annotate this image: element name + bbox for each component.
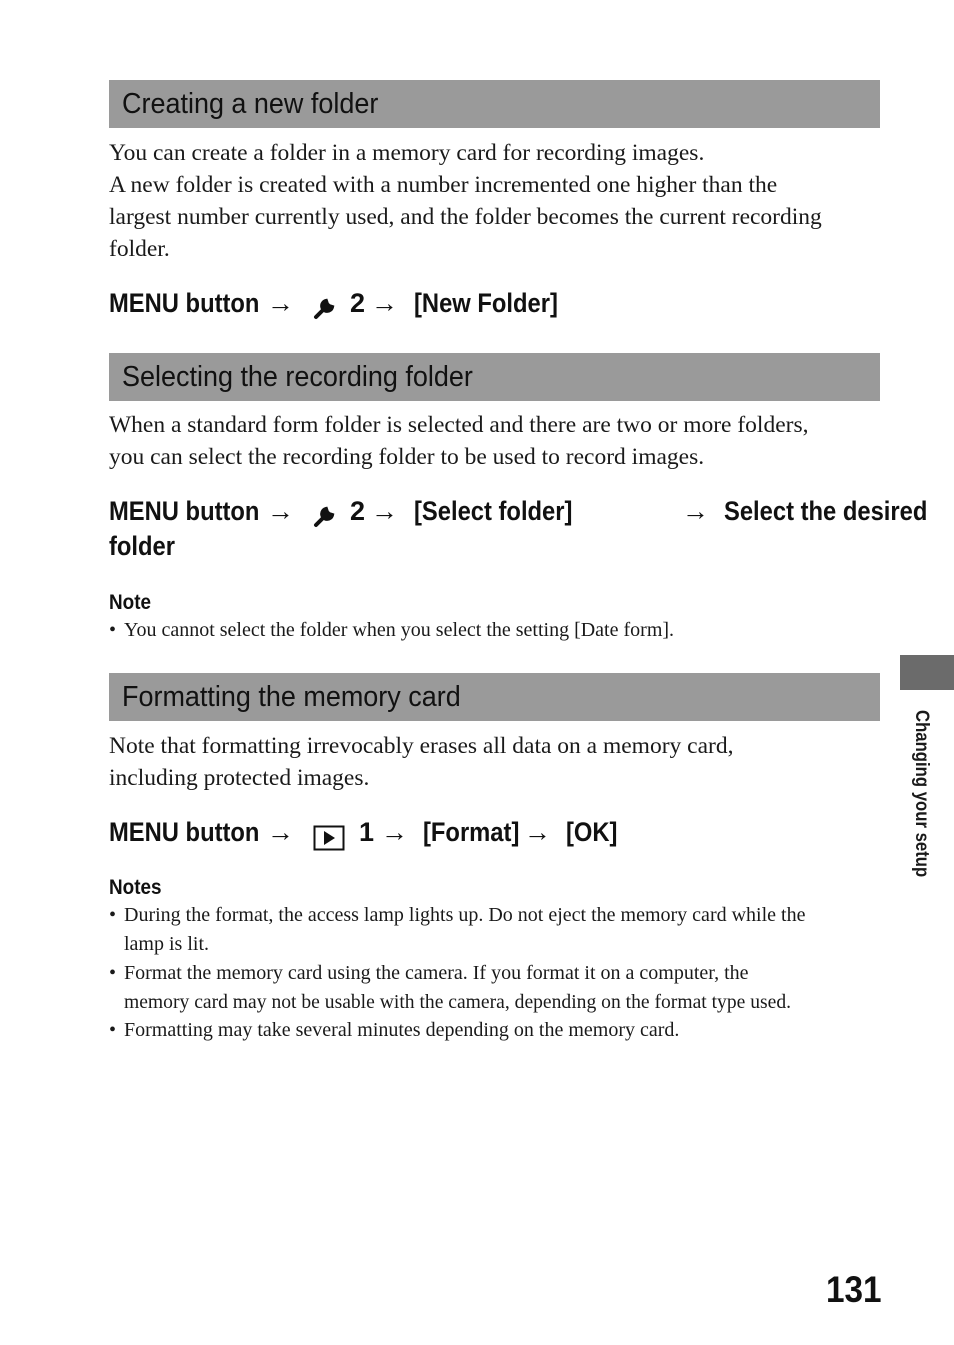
wrench-icon <box>312 289 338 324</box>
arrow-icon: → <box>682 496 709 526</box>
menu-action-label: Select the desired <box>724 496 928 526</box>
note-item: • Formatting may take several minutes depending on the memory card. <box>109 1019 680 1041</box>
chapter-tab-marker <box>900 655 954 690</box>
menu-item-label: [Format] <box>423 817 520 847</box>
menu-tab-number: 1 <box>359 817 375 847</box>
arrow-icon: → <box>267 817 294 847</box>
note-item: • During the format, the access lamp lights up. Do not eject the memory card while the lamp is lit. <box>109 904 806 955</box>
note-item: • You cannot select the folder when you select the setting [Date form]. <box>109 619 675 641</box>
section-body-new-folder: You can create a folder in a memory card for recording images. A new folder is created with a number incremented one higher than the largest number currently used, and the folder becomes the current recording folder. <box>109 140 822 262</box>
arrow-icon: → <box>267 288 294 318</box>
page-number: 131 <box>826 1269 882 1310</box>
arrow-icon: → <box>371 288 398 318</box>
menu-path-select-folder <box>109 494 928 564</box>
section-heading-new-folder: Creating a new folder <box>109 80 880 128</box>
section-heading-select-folder: Selecting the recording folder <box>109 353 880 401</box>
notes-heading: Notes <box>109 876 162 899</box>
menu-item-label: [Select folder] <box>414 496 573 526</box>
menu-tab-number: 2 <box>350 288 366 318</box>
section-heading-format: Formatting the memory card <box>109 673 880 721</box>
arrow-icon: → <box>524 817 551 847</box>
menu-path-label: MENU button <box>109 817 260 847</box>
menu-path-label: MENU button <box>109 288 260 318</box>
section-body-select-folder: When a standard form folder is selected and there are two or more folders, you can select the recording folder to be used to record images. <box>109 412 809 470</box>
wrench-icon <box>312 497 338 532</box>
menu-item-label: [New Folder] <box>414 288 558 318</box>
note-item: • Format the memory card using the camera. If you format it on a computer, the memory card may not be usable with the camera, depending on the format type used. <box>109 962 792 1013</box>
menu-path-label: MENU button <box>109 496 260 526</box>
note-heading: Note <box>109 591 152 614</box>
arrow-icon: → <box>381 817 408 847</box>
playback-icon <box>313 819 345 854</box>
chapter-side-label: Changing your setup <box>911 710 932 878</box>
menu-path-format <box>109 815 889 850</box>
menu-action-label: [OK] <box>566 817 618 847</box>
arrow-icon: → <box>267 496 294 526</box>
section-body-format: Note that formatting irrevocably erases all data on a memory card, including protected images. <box>109 733 734 791</box>
arrow-icon: → <box>371 496 398 526</box>
menu-action-label: folder <box>109 531 176 561</box>
menu-path-new-folder <box>109 286 889 321</box>
menu-tab-number: 2 <box>350 496 366 526</box>
